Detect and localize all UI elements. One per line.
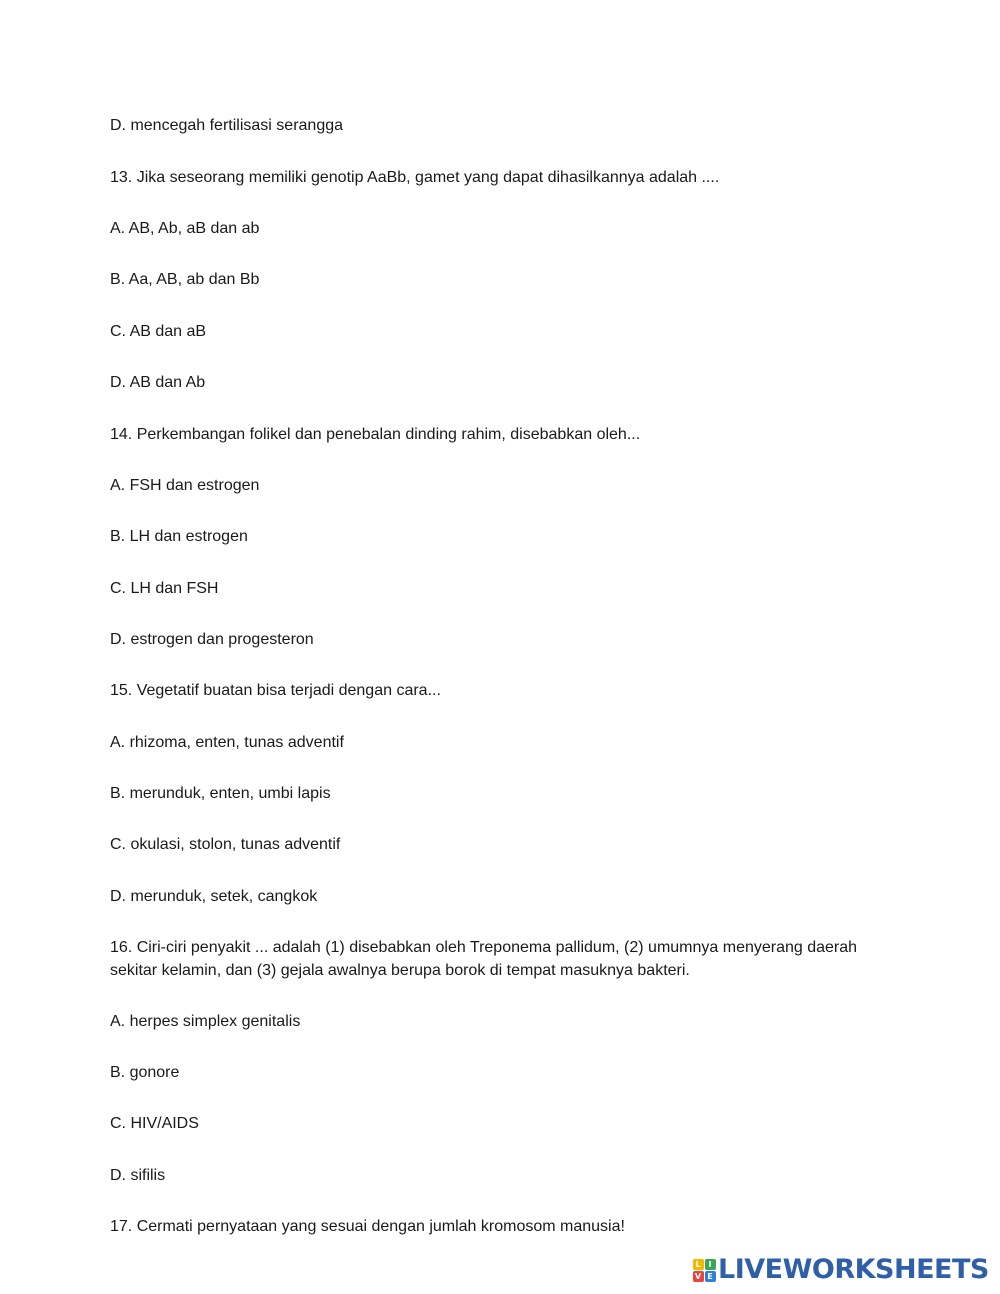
option-15-b: B. merunduk, enten, umbi lapis: [110, 785, 331, 802]
liveworksheets-logo-icon: [692, 1258, 716, 1282]
option-14-b: B. LH dan estrogen: [110, 528, 248, 545]
question-16: 16. Ciri-ciri penyakit ... adalah (1) disebabkan oleh Treponema pallidum, (2) umumnya menyerang daerah sekitar kelamin, dan (3) gejala awalnya berupa borok di tempat masuknya bakteri.: [110, 939, 858, 979]
option-13-d: D. AB dan Ab: [110, 374, 206, 391]
option-14-d: D. estrogen dan progesteron: [110, 631, 314, 648]
liveworksheets-wordmark: LIVEWORKSHEETS: [718, 1254, 989, 1285]
option-13-b: B. Aa, AB, ab dan Bb: [110, 271, 260, 288]
logo-tile-v: V: [693, 1271, 704, 1282]
option-15-d: D. merunduk, setek, cangkok: [110, 888, 318, 905]
question-13: 13. Jika seseorang memiliki genotip AaBb, gamet yang dapat dihasilkannya adalah ....: [110, 169, 720, 186]
option-16-c: C. HIV/AIDS: [110, 1115, 199, 1132]
option-16-d: D. sifilis: [110, 1167, 166, 1184]
logo-tile-l: L: [693, 1259, 704, 1270]
option-13-a: A. AB, Ab, aB dan ab: [110, 220, 260, 237]
option-15-a: A. rhizoma, enten, tunas adventif: [110, 734, 344, 751]
logo-tile-e: E: [705, 1271, 716, 1282]
option-14-a: A. FSH dan estrogen: [110, 477, 260, 494]
option-14-c: C. LH dan FSH: [110, 580, 219, 597]
question-17: 17. Cermati pernyataan yang sesuai dengan jumlah kromosom manusia!: [110, 1218, 625, 1235]
option-15-c: C. okulasi, stolon, tunas adventif: [110, 836, 341, 853]
option-13-c: C. AB dan aB: [110, 323, 207, 340]
question-15: 15. Vegetatif buatan bisa terjadi dengan cara...: [110, 682, 441, 699]
option-12-d: D. mencegah fertilisasi serangga: [110, 117, 344, 134]
option-16-a: A. herpes simplex genitalis: [110, 1013, 301, 1030]
liveworksheets-logo: [692, 1254, 992, 1286]
option-16-b: B. gonore: [110, 1064, 180, 1081]
logo-tile-i: I: [705, 1259, 716, 1270]
question-14: 14. Perkembangan folikel dan penebalan dinding rahim, disebabkan oleh...: [110, 426, 641, 443]
